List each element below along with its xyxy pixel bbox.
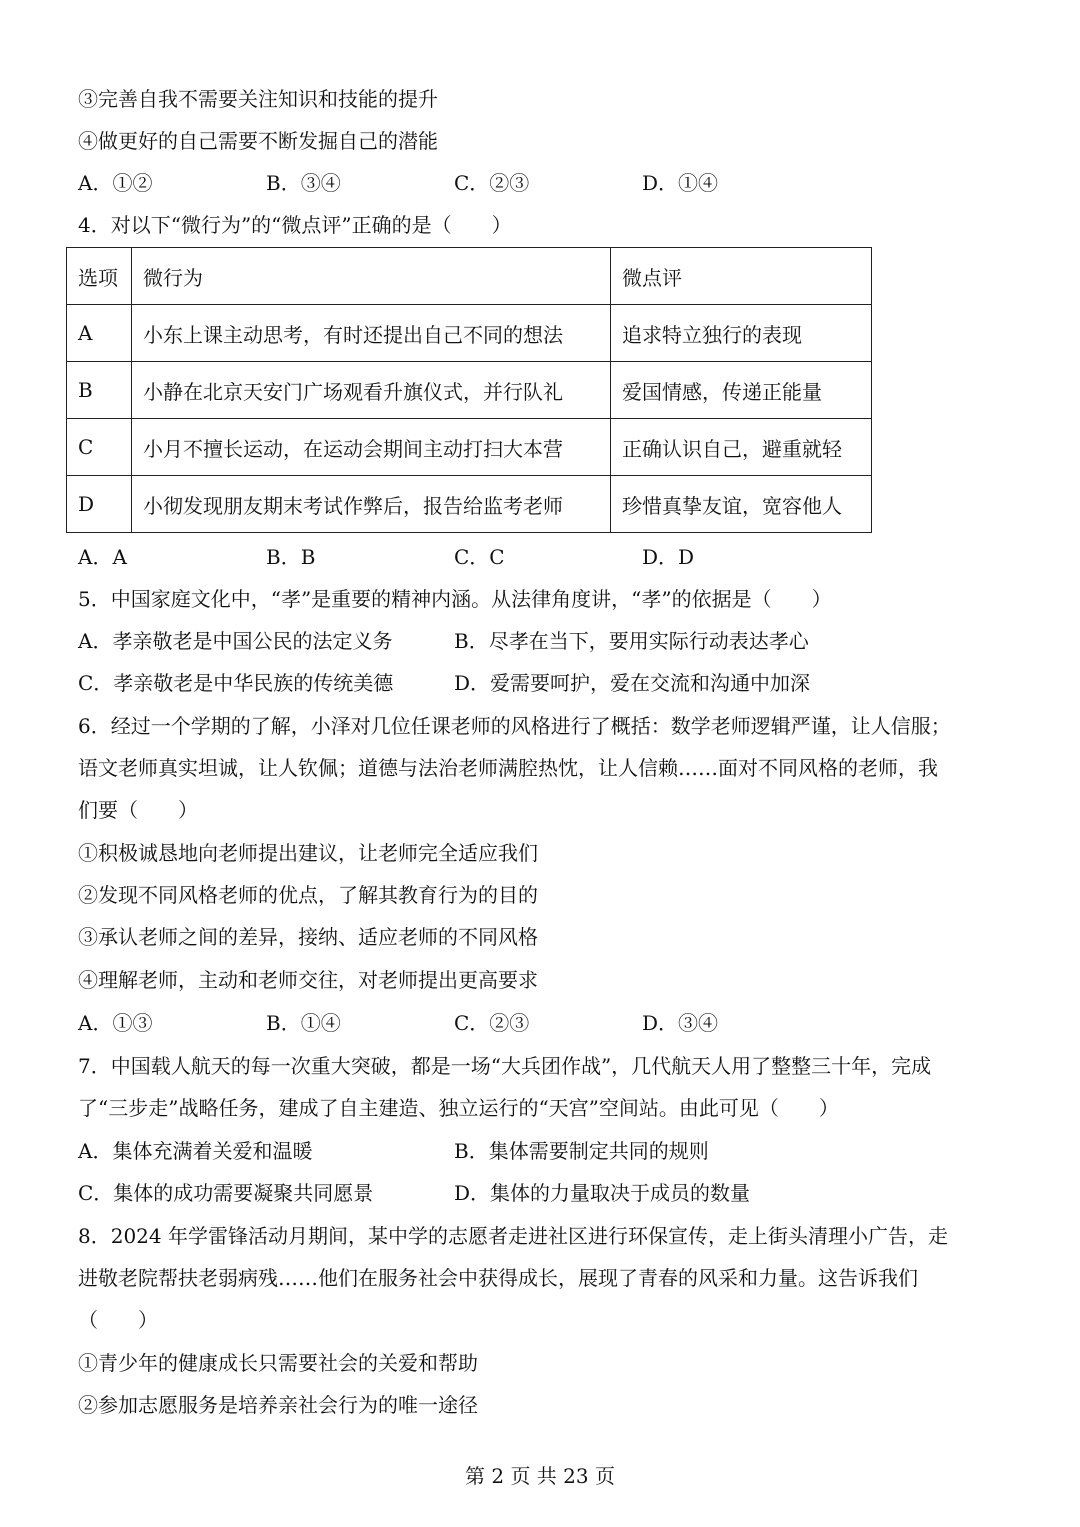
- q4-table: [66, 247, 872, 533]
- q5-option-d: D．爱需要呵护，爱在交流和沟通中加深: [454, 671, 811, 695]
- row-option: C: [67, 419, 132, 476]
- q6-stem-line-2: 语文老师真实坦诚，让人钦佩；道德与法治老师满腔热忱，让人信赖……面对不同风格的老师，我: [78, 756, 938, 780]
- q6-stem-line-1: 6．经过一个学期的了解，小泽对几位任课老师的风格进行了概括：数学老师逻辑严谨，让人信服；: [78, 714, 951, 738]
- row-comment: 追求特立独行的表现: [611, 305, 872, 362]
- header-behavior: 微行为: [132, 248, 611, 305]
- q5-option-b: B．尽孝在当下，要用实际行动表达孝心: [454, 629, 809, 653]
- table-header-row: [67, 248, 872, 305]
- q4-option-d: D．D: [642, 545, 695, 569]
- table-row: [67, 305, 872, 362]
- q8-item-2: ②参加志愿服务是培养亲社会行为的唯一途径: [78, 1393, 478, 1417]
- header-option: 选项: [67, 248, 132, 305]
- q3-option-d: D．①④: [642, 171, 719, 195]
- q5-stem: 5．中国家庭文化中，“孝”是重要的精神内涵。从法律角度讲，“孝”的依据是（ ）: [78, 587, 832, 611]
- q7-stem-line-2: 了“三步走”战略任务，建成了自主建造、独立运行的“天宫”空间站。由此可见（ ）: [78, 1096, 839, 1120]
- row-behavior: 小月不擅长运动，在运动会期间主动打扫大本营: [132, 419, 611, 476]
- q8-stem-line-2: 进敬老院帮扶老弱病残……他们在服务社会中获得成长，展现了青春的风采和力量。这告诉我们: [78, 1266, 918, 1290]
- q6-item-3: ③承认老师之间的差异，接纳、适应老师的不同风格: [78, 925, 538, 949]
- q8-item-1: ①青少年的健康成长只需要社会的关爱和帮助: [78, 1351, 478, 1375]
- page-footer: 第 2 页 共 23 页: [465, 1464, 615, 1488]
- row-comment: 正确认识自己，避重就轻: [611, 419, 872, 476]
- row-option: D: [67, 476, 132, 533]
- table-row: [67, 476, 872, 533]
- q8-stem-line-3: （ ）: [78, 1308, 158, 1332]
- q7-stem-line-1: 7．中国载人航天的每一次重大突破，都是一场“大兵团作战”，几代航天人用了整整三十年，完成: [78, 1054, 932, 1078]
- q8-stem-line-1: 8．2024 年学雷锋活动月期间，某中学的志愿者走进社区进行环保宣传，走上街头清理小广告，走: [78, 1224, 948, 1248]
- q4-stem: 4．对以下“微行为”的“微点评”正确的是（ ）: [78, 213, 512, 237]
- row-option: A: [67, 305, 132, 362]
- q5-option-c: C．孝亲敬老是中华民族的传统美德: [78, 671, 394, 695]
- q6-stem-line-3: 们要（ ）: [78, 798, 198, 822]
- q7-option-d: D．集体的力量取决于成员的数量: [454, 1181, 751, 1205]
- row-comment: 珍惜真挚友谊，宽容他人: [611, 476, 872, 533]
- q5-option-a: A．孝亲敬老是中国公民的法定义务: [78, 629, 393, 653]
- q6-item-4: ④理解老师，主动和老师交往，对老师提出更高要求: [78, 968, 538, 992]
- q4-option-b: B．B: [266, 545, 316, 569]
- q7-option-b: B．集体需要制定共同的规则: [454, 1139, 709, 1163]
- q7-option-a: A．集体充满着关爱和温暖: [78, 1139, 313, 1163]
- q6-option-a: A．①③: [78, 1011, 153, 1035]
- q3-option-a: A．①②: [78, 171, 153, 195]
- q6-item-2: ②发现不同风格老师的优点，了解其教育行为的目的: [78, 883, 538, 907]
- header-comment: 微点评: [611, 248, 872, 305]
- q4-option-a: A．A: [78, 545, 127, 569]
- q3-option-b: B．③④: [266, 171, 341, 195]
- q3-option-c: C．②③: [454, 171, 530, 195]
- row-comment: 爱国情感，传递正能量: [611, 362, 872, 419]
- row-behavior: 小彻发现朋友期末考试作弊后，报告给监考老师: [132, 476, 611, 533]
- row-behavior: 小东上课主动思考，有时还提出自己不同的想法: [132, 305, 611, 362]
- q4-option-c: C．C: [454, 545, 505, 569]
- row-behavior: 小静在北京天安门广场观看升旗仪式，并行队礼: [132, 362, 611, 419]
- q6-option-d: D．③④: [642, 1011, 719, 1035]
- q3-item-3: ③完善自我不需要关注知识和技能的提升: [78, 87, 438, 111]
- q6-option-c: C．②③: [454, 1011, 530, 1035]
- q3-item-4: ④做更好的自己需要不断发掘自己的潜能: [78, 129, 438, 153]
- q6-item-1: ①积极诚恳地向老师提出建议，让老师完全适应我们: [78, 841, 538, 865]
- row-option: B: [67, 362, 132, 419]
- table-row: [67, 419, 872, 476]
- q7-option-c: C．集体的成功需要凝聚共同愿景: [78, 1181, 374, 1205]
- table-row: [67, 362, 872, 419]
- q6-option-b: B．①④: [266, 1011, 341, 1035]
